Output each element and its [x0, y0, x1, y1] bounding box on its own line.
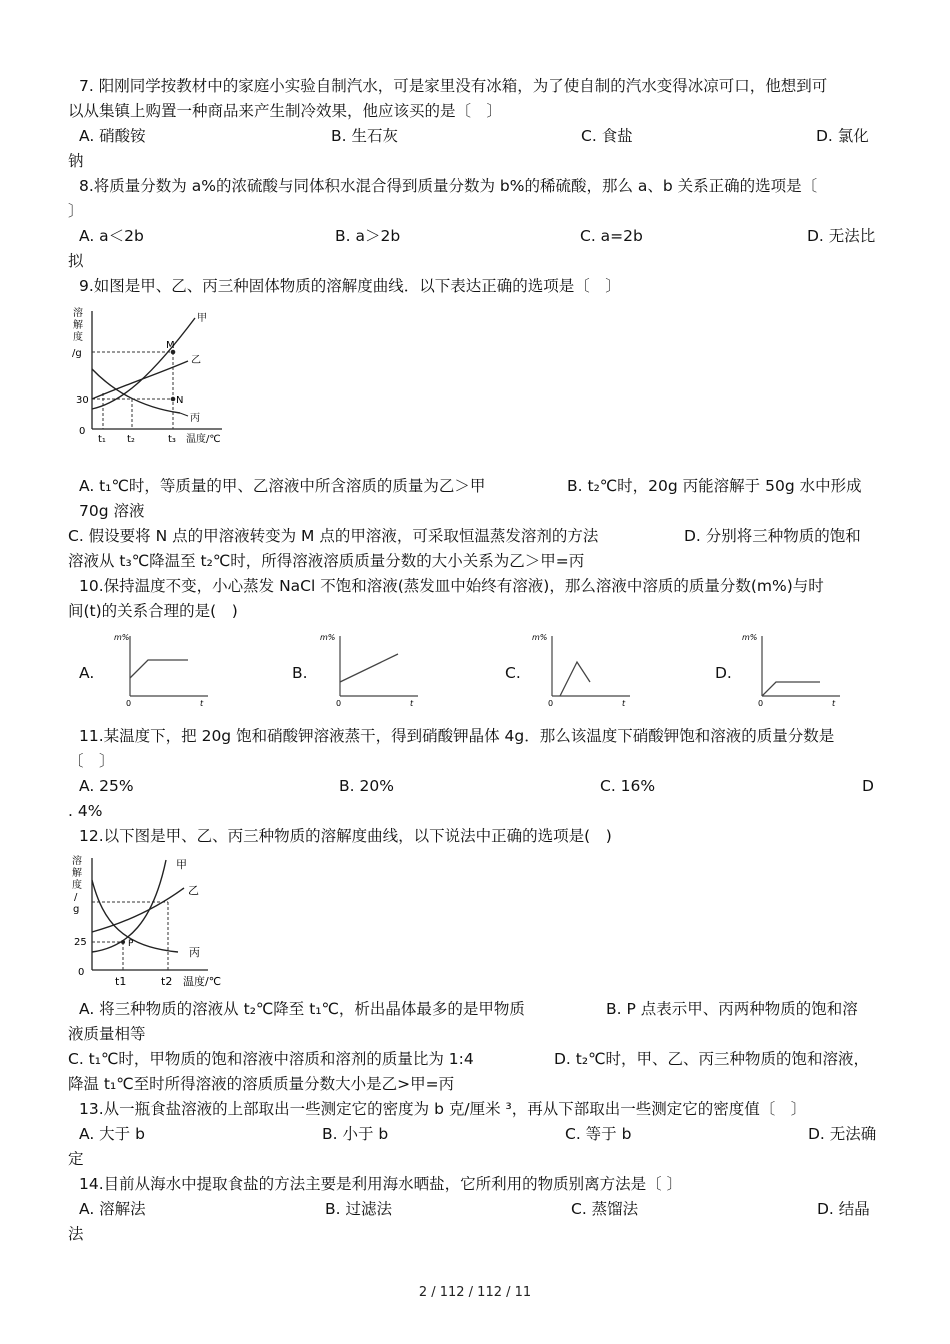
svg-text:0: 0 — [126, 699, 132, 708]
q7-stem-line1: 7. 阳刚同学按教材中的家庭小实验自制汽水，可是家里没有冰箱，为了使自制的汽水变得冰凉可口，他想到可 — [79, 77, 828, 95]
q12-stem: 12.以下图是甲、乙、丙三种物质的溶解度曲线，以下说法中正确的选项是( ) — [79, 827, 612, 845]
q10-stem-line1: 10.保持温度不变，小心蒸发 NaCl 不饱和溶液(蒸发皿中始终有溶液)，那么溶液中溶质的质量分数(m%)与时 — [79, 577, 824, 595]
q10-line-c — [560, 662, 590, 696]
q9-ylabel-1: 溶 — [73, 308, 83, 319]
q12-x-label: 温度/℃ — [183, 975, 222, 988]
q12-option-a: A. 将三种物质的溶液从 t₂℃降至 t₁℃，析出晶体最多的是甲物质 — [79, 1000, 525, 1018]
q11-option-b: B. 20% — [339, 777, 394, 795]
svg-text:度: 度 — [72, 880, 82, 891]
q9-label-bing: 丙 — [190, 413, 200, 424]
q11-option-d-wrap: . 4% — [68, 802, 103, 820]
q12-label-bing: 丙 — [189, 946, 200, 959]
q10-graph-a — [108, 630, 218, 710]
q9-solubility-graph — [70, 303, 230, 448]
q9-x-label: 温度/℃ — [186, 434, 221, 445]
q9-option-d: D. 分别将三种物质的饱和 — [684, 527, 861, 545]
q9-label-jia: 甲 — [197, 313, 207, 324]
svg-text:m%: m% — [742, 633, 758, 642]
q7-option-d: D. 氯化 — [816, 127, 869, 145]
q14-option-b: B. 过滤法 — [325, 1200, 392, 1218]
q14-stem: 14.目前从海水中提取食盐的方法主要是利用海水晒盐，它所利用的物质别离方法是〔 〕 — [79, 1175, 683, 1193]
q13-option-d: D. 无法确 — [808, 1125, 877, 1143]
q12-label-jia: 甲 — [176, 858, 187, 871]
q14-option-d: D. 结晶 — [817, 1200, 870, 1218]
q9-y-0: 0 — [79, 426, 86, 437]
q12-option-d-wrap: 降温 t₁℃至时所得溶液的溶质质量分数大小是乙>甲=丙 — [68, 1075, 455, 1093]
svg-text:溶: 溶 — [72, 856, 82, 867]
q12-y-25: 25 — [74, 937, 87, 948]
q9-curve-bing — [92, 369, 180, 413]
q12-option-d: D. t₂℃时，甲、乙、丙三种物质的饱和溶液， — [554, 1050, 869, 1068]
q8-option-a: A. a＜2b — [79, 227, 144, 245]
q9-x-t3: t₃ — [168, 434, 176, 445]
q9-label-n: N — [176, 395, 184, 406]
q9-ylabel-3: 度 — [73, 332, 83, 343]
q8-stem-line2: 〕 — [68, 202, 84, 220]
q13-option-d-wrap: 定 — [68, 1150, 84, 1168]
svg-text:m%: m% — [320, 633, 336, 642]
q12-solubility-graph — [68, 852, 243, 992]
q12-x-t2: t2 — [161, 975, 173, 988]
q9-y-30: 30 — [76, 395, 89, 406]
q8-option-d-wrap: 拟 — [68, 252, 84, 270]
q10-option-a: A. — [79, 664, 95, 682]
q9-stem: 9.如图是甲、乙、丙三种固体物质的溶解度曲线．以下表达正确的选项是〔 〕 — [79, 277, 621, 295]
svg-text:t: t — [410, 699, 414, 708]
q13-option-b: B. 小于 b — [322, 1125, 389, 1143]
q12-point-p — [121, 940, 125, 944]
q8-option-b: B. a＞2b — [335, 227, 401, 245]
q9-x-t1: t₁ — [98, 434, 106, 445]
page-number: 2 / 112 / 112 / 11 — [418, 1285, 532, 1300]
q7-option-d-wrap: 钠 — [68, 152, 84, 170]
q12-curve-yi — [92, 888, 184, 932]
svg-text:t: t — [622, 699, 626, 708]
q12-y-0: 0 — [78, 967, 85, 978]
q9-option-d-wrap: 溶液从 t₃℃降温至 t₂℃时，所得溶液溶质质量分数的大小关系为乙＞甲=丙 — [68, 552, 585, 570]
q10-graph-d — [740, 630, 850, 710]
q12-option-b-wrap: 液质量相等 — [68, 1025, 146, 1043]
q9-ylabel-4: /g — [72, 348, 82, 359]
q9-option-a: A. t₁℃时，等质量的甲、乙溶液中所含溶质的质量为乙＞甲 — [79, 477, 486, 495]
q10-option-c: C. — [505, 664, 521, 682]
q13-option-a: A. 大于 b — [79, 1125, 145, 1143]
q10-line-b — [340, 654, 398, 682]
q12-option-b: B. P 点表示甲、丙两种物质的饱和溶 — [606, 1000, 858, 1018]
q10-line-d — [762, 682, 820, 696]
q7-option-a: A. 硝酸铵 — [79, 127, 146, 145]
q7-option-c: C. 食盐 — [581, 127, 633, 145]
q11-option-d: D — [862, 777, 874, 795]
svg-text:解: 解 — [72, 868, 82, 879]
q9-option-b: B. t₂℃时，20g 丙能溶解于 50g 水中形成 — [567, 477, 862, 495]
q7-stem-line2: 以从集镇上购置一种商品来产生制冷效果，他应该买的是〔 〕 — [68, 102, 503, 120]
q10-option-d: D. — [715, 664, 732, 682]
q8-option-d: D. 无法比 — [807, 227, 876, 245]
q9-x-t2: t₂ — [127, 434, 135, 445]
q7-option-b: B. 生石灰 — [331, 127, 398, 145]
svg-text:t: t — [832, 699, 836, 708]
svg-text:/: / — [74, 892, 78, 903]
q12-label-p: P — [128, 939, 134, 949]
svg-text:m%: m% — [532, 633, 548, 642]
q9-label-m: M — [166, 340, 175, 351]
q9-curve-yi — [92, 361, 188, 399]
svg-text:t: t — [200, 699, 204, 708]
svg-text:0: 0 — [548, 699, 554, 708]
q9-option-b-wrap: 70g 溶液 — [79, 502, 145, 520]
q9-option-c: C. 假设要将 N 点的甲溶液转变为 M 点的甲溶液，可采取恒温蒸发溶剂的方法 — [68, 527, 599, 545]
q14-option-c: C. 蒸馏法 — [571, 1200, 639, 1218]
q12-label-yi: 乙 — [188, 884, 199, 897]
q12-option-c: C. t₁℃时，甲物质的饱和溶液中溶质和溶剂的质量比为 1:4 — [68, 1050, 474, 1068]
q10-option-b: B. — [292, 664, 308, 682]
q10-graph-c — [530, 630, 640, 710]
q11-option-c: C. 16% — [600, 777, 656, 795]
svg-text:g: g — [73, 904, 80, 915]
svg-text:0: 0 — [336, 699, 342, 708]
q13-option-c: C. 等于 b — [565, 1125, 632, 1143]
q11-stem-line2: 〔 〕 — [68, 752, 115, 770]
svg-text:0: 0 — [758, 699, 764, 708]
q8-option-c: C. a=2b — [580, 227, 643, 245]
q14-option-a: A. 溶解法 — [79, 1200, 146, 1218]
q11-option-a: A. 25% — [79, 777, 134, 795]
q10-graph-b — [318, 630, 428, 710]
q8-stem-line1: 8.将质量分数为 a%的浓硫酸与同体积水混合得到质量分数为 b%的稀硫酸，那么 a、b 关系正确的选项是〔 — [79, 177, 818, 195]
q11-stem-line1: 11.某温度下，把 20g 饱和硝酸钾溶液蒸干，得到硝酸钾晶体 4g．那么该温度下硝酸钾饱和溶液的质量分数是 — [79, 727, 835, 745]
q13-stem: 13.从一瓶食盐溶液的上部取出一些测定它的密度为 b 克/厘米 ³，再从下部取出一些测定它的密度值〔 〕 — [79, 1100, 807, 1118]
q10-line-a — [130, 660, 188, 678]
svg-text:m%: m% — [114, 633, 130, 642]
q12-x-t1: t1 — [115, 975, 127, 988]
q9-point-n — [171, 397, 176, 402]
q9-ylabel-2: 解 — [73, 320, 83, 331]
q9-label-yi: 乙 — [191, 355, 201, 366]
q14-option-d-wrap: 法 — [68, 1225, 84, 1243]
q10-stem-line2: 间(t)的关系合理的是( ) — [68, 602, 238, 620]
